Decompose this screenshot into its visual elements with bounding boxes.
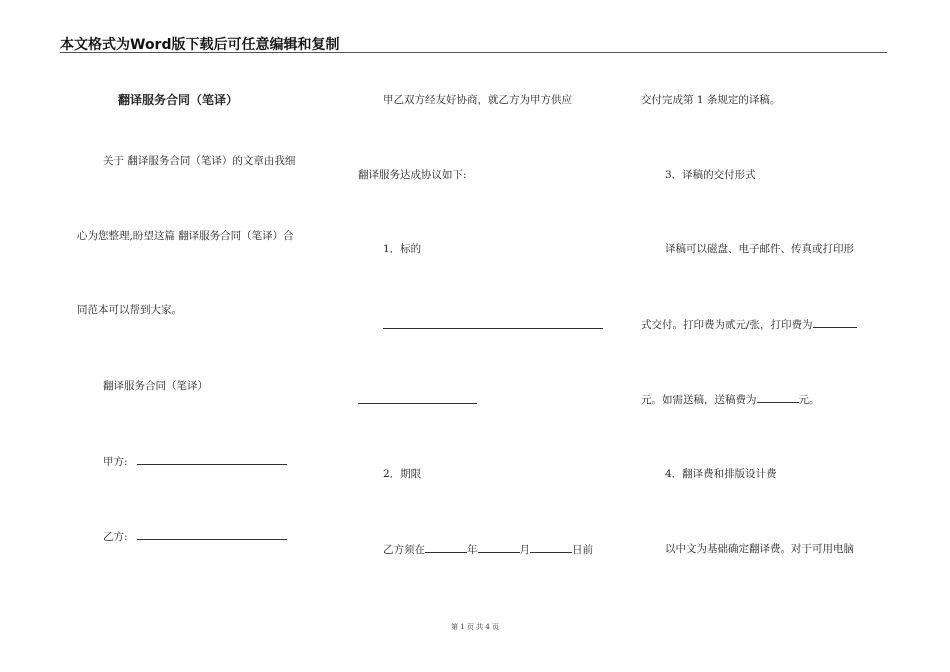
agreement-line-2: 翻译服务达成协议如下: [358,169,467,181]
doc-title: 翻译服务合同（笔译） [118,93,239,107]
header-title: 本文格式为Word版下载后可任意编辑和复制 [60,37,340,53]
delivery-fee-blank [757,392,799,403]
year-blank [425,542,467,553]
intro-line-3: 同范本可以帮到大家。 [77,304,182,316]
delivery-complete-line: 交付完成第 1 条规定的译稿。 [641,94,781,106]
deadline-month: 月 [519,544,530,556]
deadline-line [383,542,593,557]
intro-line-2: 心为您整理,盼望这篇 翻译服务合同（笔译）合 [77,230,294,242]
party-b-blank [137,529,287,540]
translation-fee-line: 以中文为基础确定翻译费。对于可用电脑 [665,543,854,555]
subject-blank-1 [383,328,603,329]
subject-blank-2 [358,403,477,404]
agreement-line-1: 甲乙双方经友好协商，就乙方为甲方供应 [383,94,572,106]
party-a-blank [137,454,287,465]
month-blank [478,542,520,553]
delivery-form-line-1: 译稿可以磁盘、电子邮件、传真或打印形 [665,243,854,255]
print-fee-blank [813,317,857,328]
intro-line-1: 关于 翻译服务合同（笔译）的文章由我细 [103,155,296,167]
section-2-heading: 2．期限 [383,468,422,480]
party-a-label: 甲方: [103,456,128,468]
sub-title: 翻译服务合同（笔译） [103,380,208,392]
deadline-year: 年 [467,544,478,556]
section-3-heading: 3．译稿的交付形式 [665,169,756,181]
print-fee-text: 式交付。打印费为贰元/张，打印费为 [641,319,813,331]
day-blank [530,542,572,553]
delivery-fee-line [641,392,820,407]
delivery-fee-unit: 元。 [798,394,820,406]
header-rule [60,52,887,53]
section-4-heading: 4．翻译费和排版设计费 [665,468,777,480]
party-b-label: 乙方: [103,531,128,543]
party-b-line [103,529,287,544]
section-1-heading: 1．标的 [383,243,422,255]
deadline-prefix: 乙方须在 [383,544,425,556]
page-footer: 第 1 页 共 4 页 [450,623,500,631]
party-a-line [103,454,287,469]
deadline-day: 日前 [572,544,593,556]
delivery-form-line-2 [641,317,857,332]
delivery-fee-text: 元。如需送稿，送稿费为 [641,394,757,406]
